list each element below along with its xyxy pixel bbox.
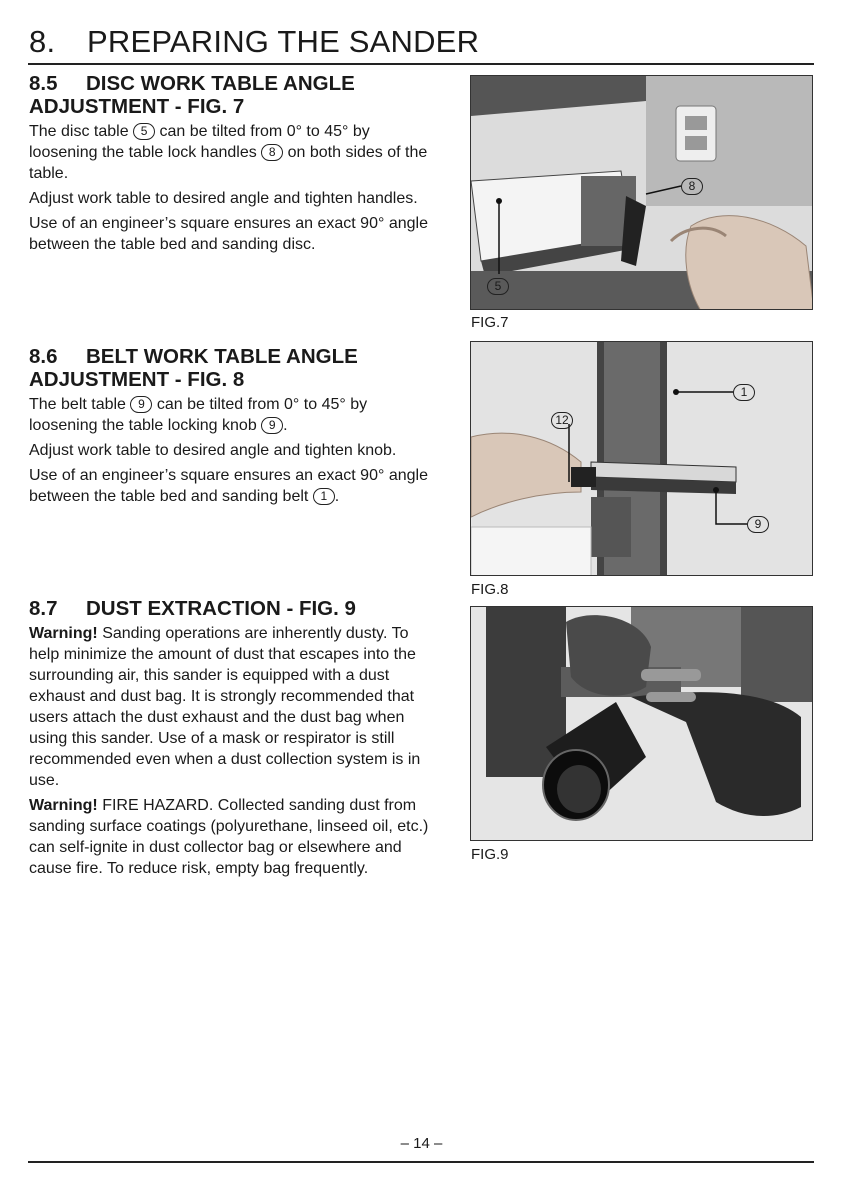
- page-title: [29, 24, 479, 60]
- callout-badge: 12: [551, 412, 573, 429]
- chapter-number: 8.: [29, 24, 56, 59]
- header-rule: [28, 63, 814, 65]
- text: can be tilted from 0° to 45° by loosening the table lock handles: [29, 123, 370, 161]
- section-disc-table: [29, 72, 439, 259]
- warning-label: Warning!: [29, 797, 98, 814]
- text: on both sides of the table.: [29, 144, 428, 182]
- text: The disc table: [29, 123, 129, 140]
- part-ref-badge: 5: [133, 123, 155, 140]
- paragraph: [29, 121, 439, 184]
- figure-8-caption: FIG.8: [471, 581, 509, 598]
- warning-paragraph: [29, 795, 439, 879]
- section-title: [29, 72, 439, 118]
- paragraph: Adjust work table to desired angle and tighten handles.: [29, 190, 418, 207]
- paragraph: [29, 394, 439, 436]
- figure-9-caption: FIG.9: [471, 846, 509, 863]
- section-number: 8.5: [29, 72, 58, 95]
- warning-text: Sanding operations are inherently dusty. To help minimize the amount of dust that escapes into the surrounding air, this sander is equipped with a dust exhaust and dust bag. It is strongly recommended that users attach the dust exhaust and the dust bag when using this sander. Use of a mask or respirator is still recommended even when a dust collection system is in use.: [29, 625, 421, 789]
- part-ref-badge: 9: [261, 417, 283, 434]
- figure-8-image: [470, 341, 813, 576]
- warning-text: FIRE HAZARD. Collected sanding dust from sanding surface coatings (polyurethane, linseed oil, etc.) can self-ignite in dust collector bag or elsewhere and cause fire. To reduce risk, empty bag frequently.: [29, 797, 429, 877]
- section-title-line1: BELT WORK TABLE ANGLE: [86, 345, 358, 368]
- paragraph: Adjust work table to desired angle and tighten knob.: [29, 442, 397, 459]
- figure-8-illustration: [471, 342, 813, 576]
- text: can be tilted from 0° to 45° by loosening the table locking knob: [29, 396, 368, 434]
- chapter-title: PREPARING THE SANDER: [87, 24, 480, 59]
- figure-9-illustration: [471, 607, 813, 841]
- part-ref-badge: 8: [261, 144, 283, 161]
- section-number: 8.6: [29, 345, 58, 368]
- callout-badge: 8: [681, 178, 703, 195]
- section-title-line2: ADJUSTMENT - FIG. 7: [29, 95, 245, 118]
- figure-9-image: [470, 606, 813, 841]
- figure-7-image: [470, 75, 813, 310]
- section-title-line1: DISC WORK TABLE ANGLE: [86, 72, 355, 95]
- paragraph: Use of an engineer’s square ensures an exact 90° angle between the table bed and sanding disc.: [29, 215, 428, 253]
- figure-7-illustration: [471, 76, 813, 310]
- text: The belt table: [29, 396, 126, 413]
- text: .: [334, 488, 340, 505]
- callout-badge: 9: [747, 516, 769, 533]
- callout-badge: 5: [487, 278, 509, 295]
- section-title-text: DUST EXTRACTION - FIG. 9: [86, 597, 356, 620]
- figure-7-caption: FIG.7: [471, 314, 509, 331]
- warning-paragraph: [29, 623, 439, 791]
- section-title: [29, 597, 439, 620]
- warning-label: Warning!: [29, 625, 98, 642]
- paragraph: [29, 465, 439, 507]
- callout-badge: 1: [733, 384, 755, 401]
- section-title-line2: ADJUSTMENT - FIG. 8: [29, 368, 245, 391]
- section-belt-table: [29, 345, 439, 511]
- section-number: 8.7: [29, 597, 58, 620]
- section-dust-extraction: [29, 597, 439, 883]
- page-number: – 14 –: [400, 1135, 443, 1152]
- footer-rule: [28, 1161, 814, 1163]
- part-ref-badge: 1: [313, 488, 335, 505]
- text: Use of an engineer’s square ensures an exact 90° angle between the table bed and sanding belt: [29, 467, 428, 505]
- part-ref-badge: 9: [130, 396, 152, 413]
- section-title: [29, 345, 439, 391]
- text: .: [283, 417, 288, 434]
